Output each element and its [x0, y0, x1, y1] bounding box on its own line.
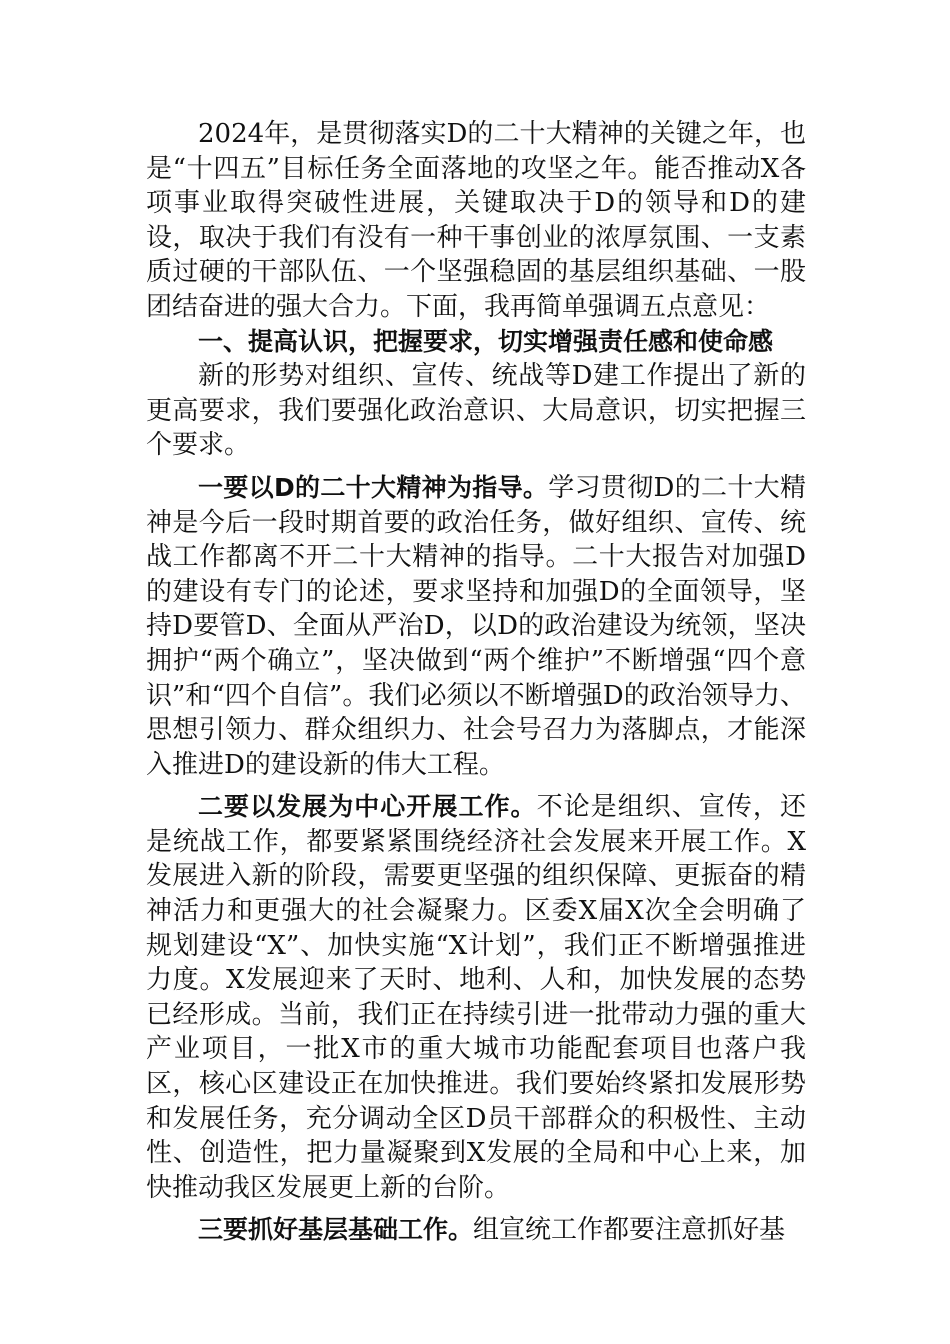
section1-paragraph: 新的形势对组织、宣传、统战等D建工作提出了新的更高要求，我们要强化政治意识、大局意识，切实把握三个要求。 [146, 361, 806, 461]
section-heading-1: 一、提高认识，把握要求，切实增强责任感和使命感 [198, 326, 774, 356]
point2-paragraph [146, 790, 806, 1205]
point1-lead: 一要以D的二十大精神为指导。 [198, 472, 549, 502]
point1-body: 学习贯彻D的二十大精神是今后一段时期首要的政治任务，做好组织、宣传、统战工作都离不开二十大精神的指导。二十大报告对加强D的建设有专门的论述，要求坚持和加强D的全面领导，坚持D要管D、全面从严治D，以D的政治建设为统领，坚决拥护“两个确立”，坚决做到“两个维护”不断增强“四个意识”和“四个自信”。我们必须以不断增强D的政治领导力、思想引领力、群众组织力、社会号召力为落脚点，才能深入推进D的建设新的伟大工程。 [146, 472, 806, 780]
point2-body: 不论是组织、宣传，还是统战工作，都要紧紧围绕经济社会发展来开展工作。X发展进入新的阶段，需要更坚强的组织保障、更振奋的精神活力和更强大的社会凝聚力。区委X届X次全会明确了规划建设“X”、加快实施“X计划”，我们正不断增强推进力度。X发展迎来了天时、地利、人和，加快发展的态势已经形成。当前，我们正在持续引进一批带动力强的重大产业项目，一批X市的重大城市功能配套项目也落户我区，核心区建设正在加快推进。我们要始终紧扣发展形势和发展任务，充分调动全区D员干部群众的积极性、主动性、创造性，把力量凝聚到X发展的全局和中心上来，加快推动我区发展更上新的台阶。 [146, 792, 806, 1203]
point2-lead: 二要以发展为中心开展工作。 [198, 792, 537, 822]
point3-paragraph [146, 1213, 806, 1248]
point3-body: 组宣统工作都要注意抓好基 [473, 1215, 786, 1246]
intro-paragraph: 2024年，是贯彻落实D的二十大精神的关键之年，也是“十四五”目标任务全面落地的攻坚之年。能否推动X各项事业取得突破性进展，关键取决于D的领导和D的建设，取决于我们有没有一种干事创业的浓厚氛围、一支素质过硬的干部队伍、一个坚强稳固的基层组织基础、一股团结奋进的强大合力。下面，我再简单强调五点意见： [146, 119, 806, 322]
point3-lead: 三要抓好基层基础工作。 [198, 1215, 474, 1245]
point1-paragraph [146, 471, 806, 782]
document-page [146, 117, 806, 1248]
